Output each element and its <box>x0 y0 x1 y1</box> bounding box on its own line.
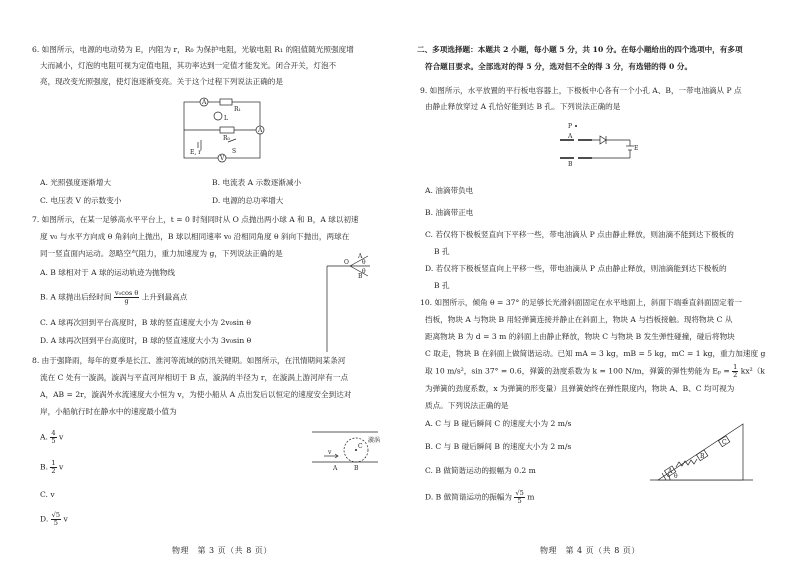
q6-option-d: D. 电源的总功率增大 <box>212 196 284 205</box>
q7-stem-line2: 度 v₀ 与水平方向成 θ 角斜向上抛出，B 球以相同速率 v₀ 沿相同角度 θ 斜向下抛出，两球在 <box>40 232 350 241</box>
q10-option-d-num: √5 <box>515 489 524 497</box>
point-p-label: P <box>568 123 573 130</box>
q7-option-a: A. B 球相对于 A 球的运动轨迹为抛物线 <box>40 268 175 277</box>
hole-b-label: B <box>568 161 573 168</box>
q8-option-a-letter: A. <box>40 432 48 442</box>
q10-option-b: B. C 与 B 碰后瞬间 B 的速度大小为 2 m/s <box>425 442 572 451</box>
q6-option-b: B. 电流表 A 示数逐渐减小 <box>212 178 302 187</box>
ammeter1-label: A <box>202 99 207 106</box>
q10-line5-suffix: kx²（k <box>740 366 765 376</box>
q10-option-d <box>425 490 534 505</box>
q10-stem-line5 <box>425 364 765 379</box>
q6-stem-line3: 亮，现改变光照强度，使灯泡逐渐变亮。关于这个过程下列说法正确的是 <box>40 77 283 86</box>
q10-stem-line1: 10. 如图所示，倾角 θ = 37° 的足够长光滑斜面固定在水平地面上，斜面下端垂直斜面固定着一 <box>420 298 742 307</box>
q9-stem-line2: 由静止释放穿过 A 孔恰好能到达 B 孔。下列说法正确的是 <box>425 102 621 111</box>
q9-option-d-line1: D. 若仅将下极板竖直向上平移一些，带电油滴从 P 点由静止释放，则油滴能到达下极板的 <box>425 264 727 273</box>
point-b-label: B <box>354 465 359 472</box>
q7-option-b-prefix: B. A 球抛出后经时间 <box>40 292 112 302</box>
q6-stem-line1: 6. 如图所示，电源的电动势为 E，内阻为 r，R₀ 为保护电阻，光敏电阻 R₁ 的阻值随光照强度增 <box>32 45 354 54</box>
q6-circuit-diagram <box>178 96 268 166</box>
r0-label: R₀ <box>223 135 230 142</box>
q8-option-a <box>40 430 63 445</box>
q10-stem-line3: 距离物块 B 为 d = 3 m 的斜面上由静止释放，物块 C 与物块 B 发生弹性碰撞，碰后将物块 <box>425 332 735 341</box>
q8-option-d-fraction <box>51 512 61 527</box>
q8-option-a-fraction <box>50 430 56 445</box>
theta-up-label: θ <box>362 259 366 266</box>
q10-line5-prefix: 取 10 m/s²，sin 37° = 0.6，弹簧的劲度系数为 k = 100 N/m，弹簧的弹性势能为 Eₚ = <box>425 366 730 376</box>
q7-stem-line3: 同一竖直面内运动。忽略空气阻力，重力加速度为 g，下列说法正确的是 <box>40 249 283 258</box>
q7-option-c: C. A 球再次回到平台高度时，B 球的竖直速度大小为 2v₀sin θ <box>40 318 251 327</box>
q9-capacitor-diagram <box>550 118 640 180</box>
q10-option-d-suffix: m <box>527 492 535 502</box>
q7-option-b <box>40 290 187 305</box>
block-c-label: C <box>722 439 727 446</box>
q8-option-b-fraction <box>50 460 56 475</box>
ammeter2-label: A <box>258 127 263 134</box>
q10-stem-line7: 质点。下列说法正确的是 <box>425 401 509 410</box>
section-2-header-line2: 符合题目要求。全部选对的得 5 分，选对但不全的得 3 分，有选错的得 0 分。 <box>425 62 693 71</box>
source-e-label: E <box>634 145 639 152</box>
velocity-v-label: v <box>328 449 332 456</box>
page-4 <box>400 0 800 579</box>
q8-option-b-den: 2 <box>51 467 56 475</box>
q9-option-a: A. 油滴带负电 <box>425 186 474 195</box>
switch-label: S <box>232 148 237 155</box>
ball-a-label: A <box>358 253 363 260</box>
q8-stem-line2: 流在 C 处有一漩涡，漩涡与平直河岸相切于 B 点，漩涡的半径为 r，在漩涡上游河岸有一点 <box>40 373 349 382</box>
q8-option-c-tail: v <box>50 490 55 499</box>
q7-option-b-denominator: g <box>124 297 129 305</box>
q8-option-d-num: √5 <box>51 511 61 519</box>
q8-option-d-den: 5 <box>53 519 58 527</box>
point-o-label: O <box>344 259 349 266</box>
q9-stem-line1: 9. 如图所示，水平放置的平行板电容器上，下极板中心各有一个小孔 A、B，一带电油滴从 P 点 <box>420 86 742 95</box>
q8-option-d-letter: D. <box>40 514 49 524</box>
q8-option-c-letter: C. <box>40 490 48 499</box>
q7-option-b-suffix: 上升到最高点 <box>141 292 188 302</box>
q7-option-d: D. A 球再次回到平台高度时，B 球的竖直速度大小为 3v₀sin θ <box>40 336 252 345</box>
q9-option-b: B. 油滴带正电 <box>425 208 474 217</box>
q8-stem-line3: A，AB = 2r，漩涡外水流速度大小恒为 v，为使小船从 A 点出发后以恒定的速度安全到达对 <box>40 390 352 399</box>
block-a-label: A <box>668 468 673 475</box>
q6-option-a: A. 光照强度逐渐增大 <box>40 178 112 187</box>
q8-option-b-tail: v <box>59 462 64 472</box>
q6-option-c: C. 电压表 V 的示数变小 <box>40 196 122 205</box>
q8-option-a-num: 4 <box>51 429 56 437</box>
q9-option-c-line1: C. 若仅将下极板竖直向下平移一些，带电油滴从 P 点由静止释放，则油滴不能到达下极板的 <box>425 230 734 239</box>
q10-stem-line6: 为弹簧的劲度系数，x 为弹簧的形变量）且弹簧始终在弹性限度内，物块 A、B、C 均可视为 <box>425 384 735 393</box>
q10-energy-num: 1 <box>733 363 738 371</box>
point-c-label: C <box>358 443 363 450</box>
q10-option-d-fraction <box>514 490 524 505</box>
q8-option-c <box>40 490 55 500</box>
q10-option-d-prefix: D. B 做简谐运动的振幅为 <box>425 492 512 502</box>
q7-option-b-numerator: v₀cos θ <box>114 289 139 297</box>
hole-a-label: A <box>568 133 573 140</box>
q8-stem-line4: 岸，小船航行时在静水中的速度最小值为 <box>40 407 177 416</box>
q8-option-d-tail: v <box>63 514 68 524</box>
voltmeter-label: V <box>220 155 225 162</box>
q10-option-a: A. C 与 B 碰后瞬间 C 的速度大小为 2 m/s <box>425 419 572 428</box>
q10-option-d-den: 5 <box>517 497 522 505</box>
q9-option-c-line2: B 孔 <box>434 247 450 256</box>
q7-option-b-fraction <box>114 290 139 305</box>
q8-option-a-tail: v <box>58 432 64 442</box>
theta-down-label: θ <box>362 268 366 275</box>
q10-option-c: C. B 做简谐运动的振幅为 0.2 m <box>425 466 536 475</box>
q6-stem-line2: 大而减小，灯泡的电阻可视为定值电阻，其功率达到一定值才能发光。闭合开关，灯泡不 <box>40 61 337 70</box>
page-3-footer: 物理 第 3 页（共 8 页） <box>172 546 272 555</box>
ball-b-label: B <box>358 273 363 280</box>
q10-energy-den: 2 <box>733 371 738 379</box>
q10-stem-line4: C 取走，物块 B 在斜面上做简谐运动。已知 mA = 3 kg，mB = 5 kg，mC = 1 kg，重力加速度 g <box>425 349 766 358</box>
q8-option-d <box>40 512 68 527</box>
page-4-footer: 物理 第 4 页（共 8 页） <box>540 546 640 555</box>
q10-incline-diagram <box>648 410 758 485</box>
q8-option-b <box>40 460 63 475</box>
q7-stem-line1: 7. 如图所示，在某一足够高水平平台上，t = 0 时刻同时从 O 点抛出两小球 A 和 B，A 球以初速 <box>32 215 359 224</box>
q9-option-d-line2: B 孔 <box>434 281 450 290</box>
point-a-label: A <box>333 465 338 472</box>
q10-energy-fraction <box>732 364 738 379</box>
q8-option-b-num: 1 <box>51 459 56 467</box>
q10-stem-line2: 挡板，物块 A 与物块 B 用轻弹簧连接并静止在斜面上，物块 A 与挡板接触。现将物块 C 从 <box>425 315 733 324</box>
lamp-label: L <box>224 115 228 122</box>
q8-option-a-den: 5 <box>51 437 56 445</box>
section-2-header-line1: 二、多项选择题：本题共 2 小题，每小题 5 分，共 10 分。在每小题给出的四个选项中，有多项 <box>417 45 743 54</box>
block-b-label: B <box>700 453 705 460</box>
q8-river-diagram <box>310 430 380 475</box>
source-label: E, r <box>190 149 202 156</box>
r1-label: R₁ <box>234 106 241 113</box>
angle-theta-label: θ <box>674 473 678 480</box>
vortex-label: 漩涡 <box>368 437 381 444</box>
q7-platform-diagram <box>322 254 372 354</box>
q8-option-b-letter: B. <box>40 462 48 472</box>
q8-stem-line1: 8. 由于强降雨，每年的夏季是长江、淮河等流域的防汛关键期。如图所示，在汛情期间某条河 <box>32 356 346 365</box>
